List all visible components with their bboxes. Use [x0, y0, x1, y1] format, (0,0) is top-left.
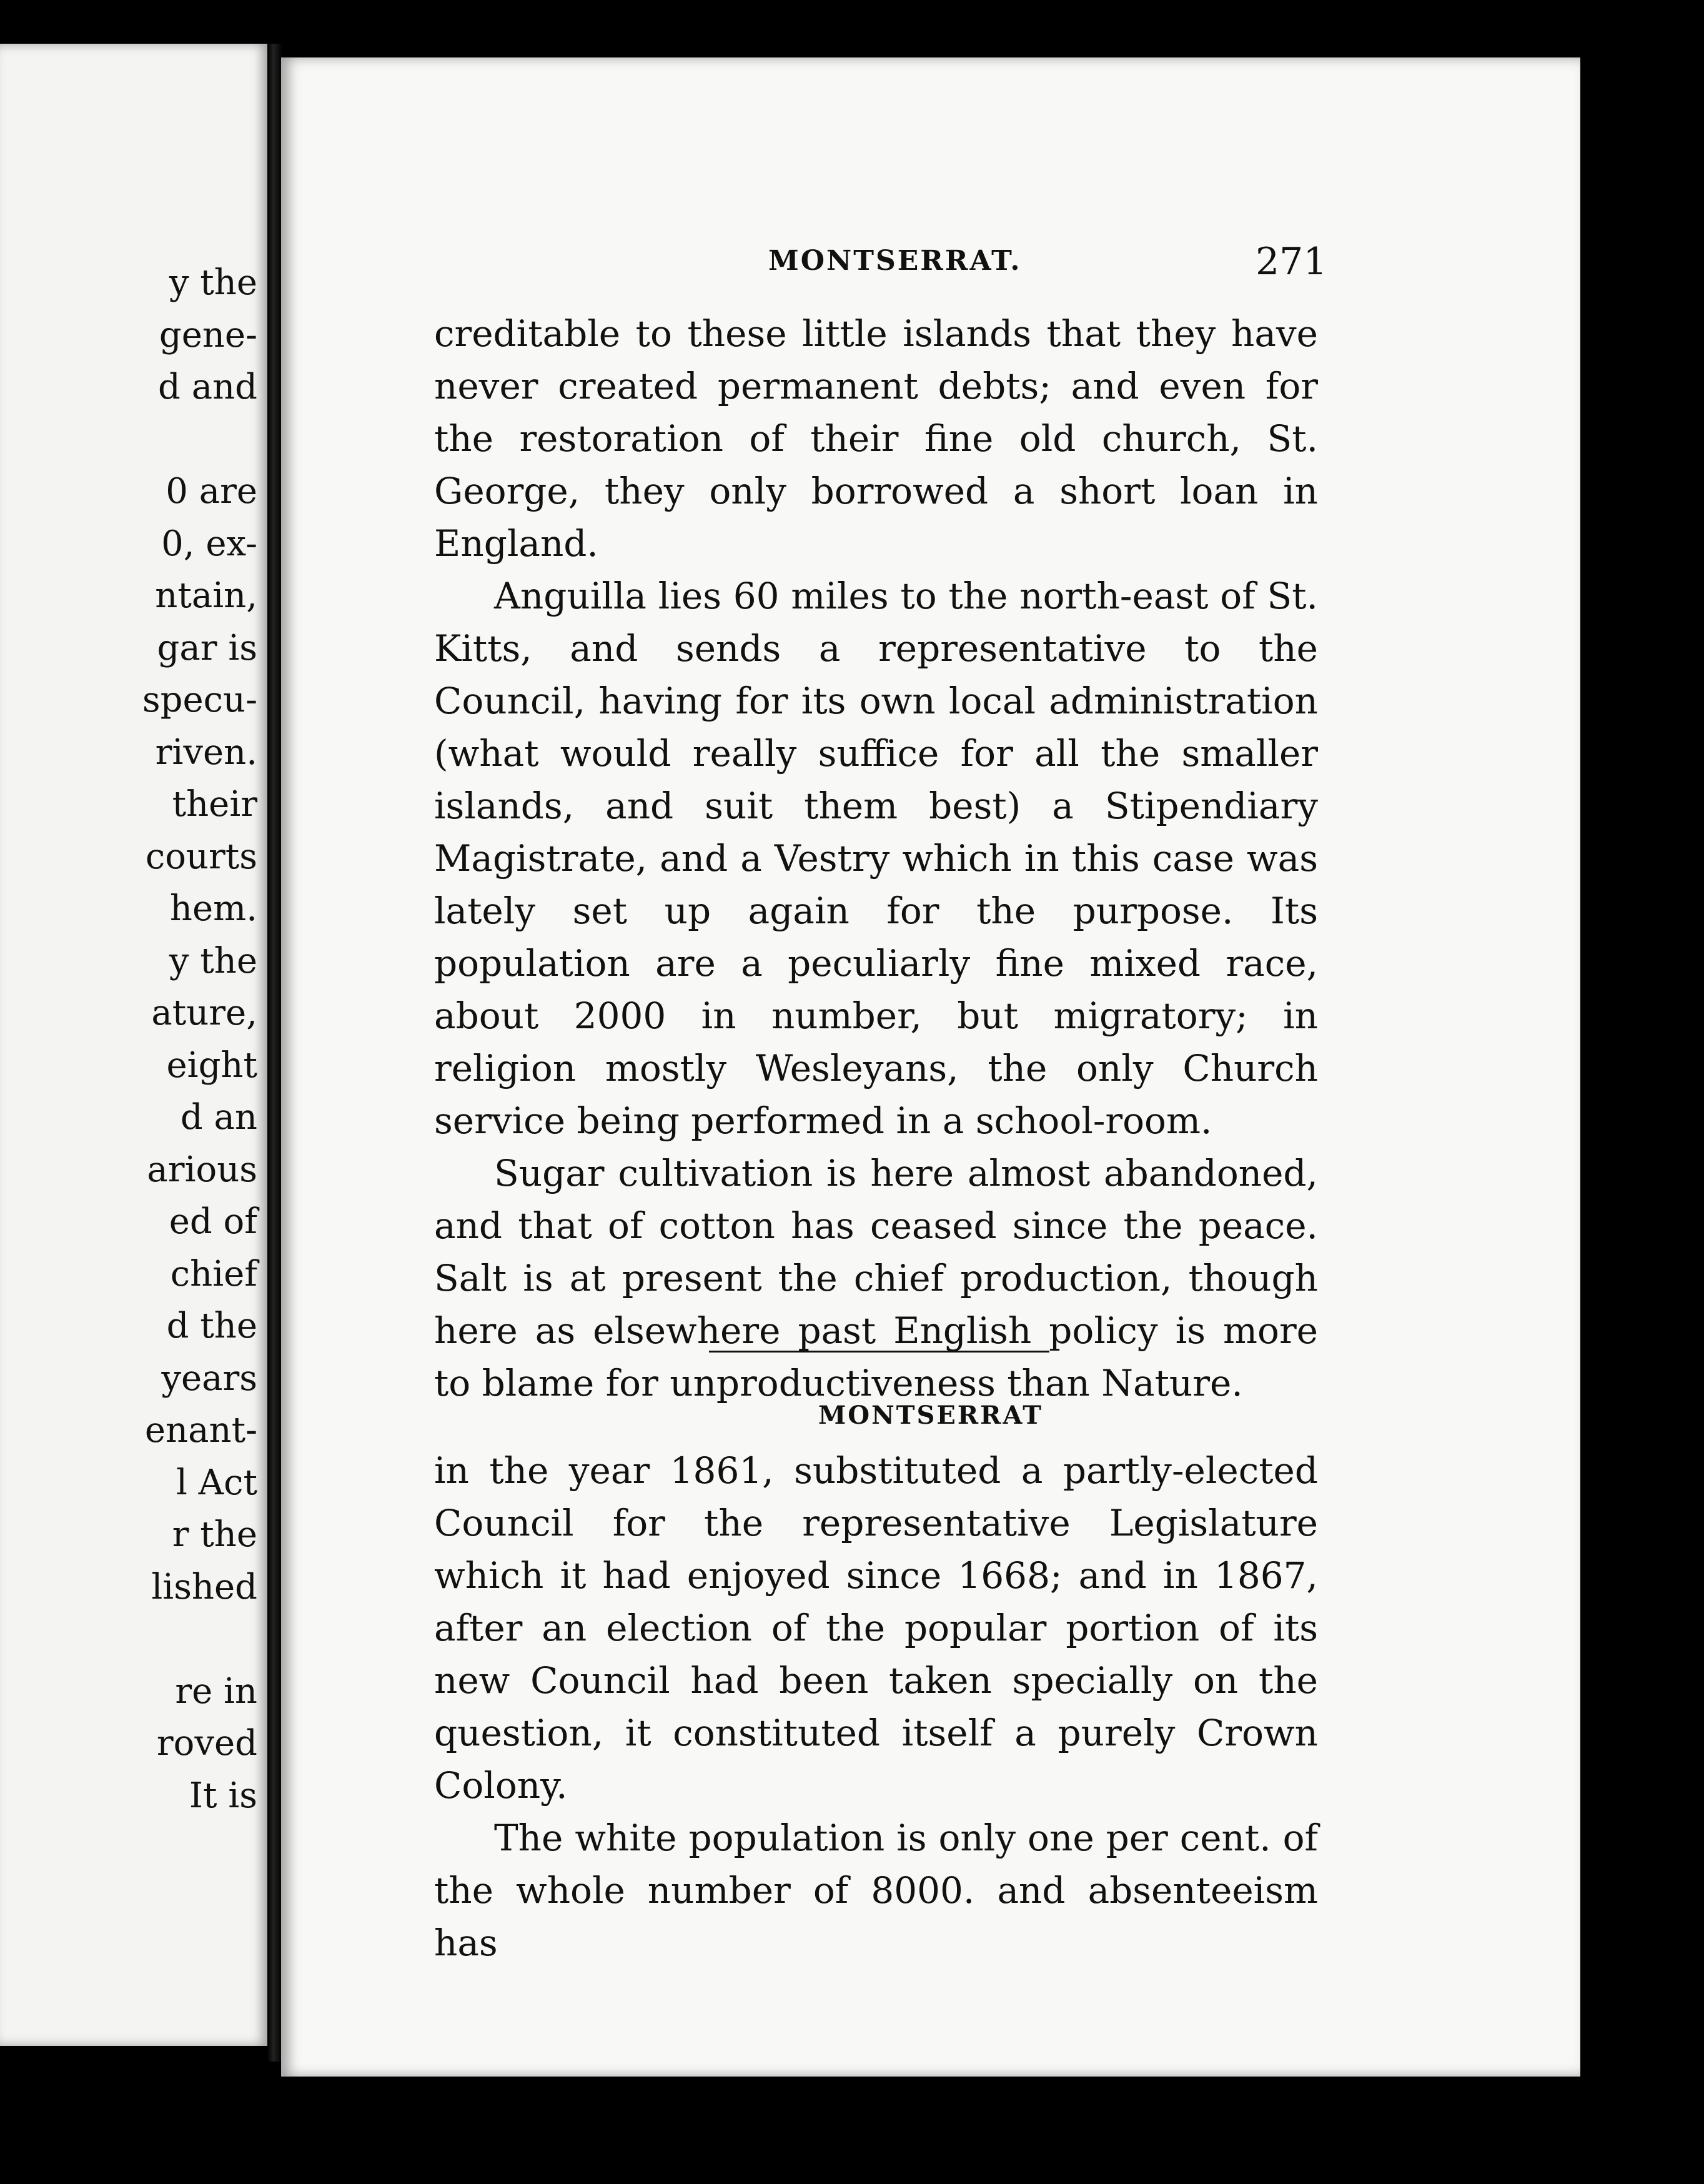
facing-page-line: d an [180, 1097, 257, 1138]
page-number: 271 [1256, 240, 1327, 284]
section-divider [709, 1351, 1049, 1353]
facing-page-line: enant- [144, 1410, 257, 1451]
facing-page-line: gar is [157, 627, 257, 668]
facing-page-line: ntain, [155, 575, 257, 616]
facing-page-line: It is [189, 1775, 257, 1816]
book-gutter [267, 44, 282, 2062]
running-title: MONTSERRAT. [768, 245, 1022, 277]
facing-page-line: 0 are [166, 471, 257, 512]
paragraph-population: The white population is only one per cent. of the whole number of 8000. and absenteeism has [434, 1817, 1318, 1964]
facing-page-line: eight [166, 1045, 257, 1086]
running-head [281, 240, 1580, 301]
facing-page-line: r the [172, 1514, 257, 1555]
facing-page-line: hem. [169, 888, 257, 929]
facing-page-line: 0, ex- [161, 523, 257, 564]
paragraph-montserrat: in the year 1861, substituted a partly-elected Council for the representative Legislature which it had enjoyed since 1668; and in 1867, after an election of the popular portion of its new Council had been taken specially on the question, it constituted itself a purely Crown Colony. [434, 1449, 1318, 1807]
facing-page-line: re in [175, 1670, 257, 1712]
facing-page-line: specu- [142, 680, 257, 720]
facing-page-text [0, 44, 269, 2046]
facing-page-line: ature, [151, 993, 257, 1033]
facing-page-line: roved [156, 1723, 257, 1764]
paragraph-anguilla: Anguilla lies 60 miles to the north-east of St. Kitts, and sends a representative to the Council, having for its own local administration (what would really suffice for all the smaller islands, and suit them best) a Stipendiary Magistrate, and a Vestry which in this case was lately set up again for the purpose. Its population are a peculiarly fine mixed race, about 2000 in number, but migratory; in religion mostly Wesleyans, the only Church service being performed in a school-room. [434, 575, 1318, 1142]
facing-page-line: d the [166, 1306, 257, 1346]
section-heading: MONTSERRAT [818, 1401, 1043, 1430]
facing-page-line: lished [151, 1566, 257, 1607]
body-text-bottom [434, 1444, 1318, 1969]
facing-page-line: arious [147, 1149, 257, 1190]
facing-page-line: chief [170, 1253, 257, 1294]
facing-page-line: ed of [169, 1201, 257, 1242]
facing-page-line: years [161, 1358, 257, 1399]
body-text-top [434, 307, 1318, 1409]
facing-page-line: gene- [159, 314, 257, 355]
facing-page-line: y the [169, 262, 257, 303]
page-271 [281, 57, 1580, 2077]
facing-page-line: l Act [176, 1462, 257, 1503]
facing-page-line: courts [145, 836, 257, 877]
facing-page-line: riven. [155, 732, 257, 773]
paragraph-sugar: Sugar cultivation is here almost abandoned, and that of cotton has ceased since the peace. Salt is at present the chief production, though here as elsewhere past English policy is more to blame for unproductiveness than Nature. [434, 1152, 1318, 1404]
facing-page-line: y the [169, 940, 257, 981]
facing-page-line: d and [158, 367, 257, 407]
facing-page [0, 44, 269, 2046]
paragraph-continued: creditable to these little islands that they have never created permanent debts; and even for the restoration of their fine old church, St. George, they only borrowed a short loan in England. [434, 312, 1318, 565]
facing-page-line: their [172, 784, 257, 825]
